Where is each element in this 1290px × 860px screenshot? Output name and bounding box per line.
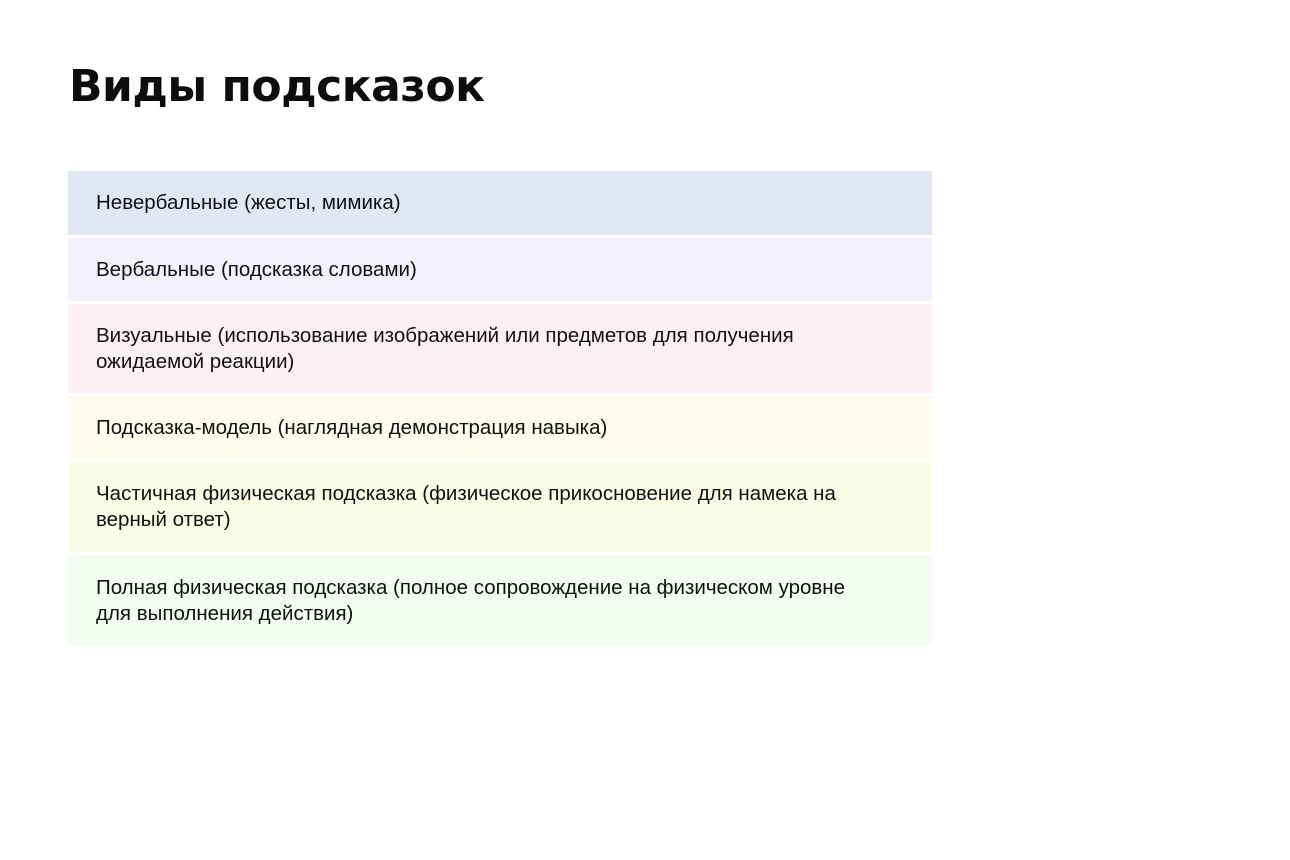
hint-item-label: Визуальные (использование изображений или предметов для получения ожидаемой реакции) bbox=[96, 323, 794, 373]
hint-item-model bbox=[68, 396, 932, 459]
hint-item-verbal bbox=[68, 238, 932, 301]
hint-item-visual bbox=[68, 304, 932, 393]
hint-item-partial-physical bbox=[68, 462, 932, 552]
hint-item-label: Частичная физическая подсказка (физическое прикосновение для намека на верный ответ) bbox=[96, 482, 836, 531]
hint-item-label: Подсказка-модель (наглядная демонстрация навыка) bbox=[96, 415, 608, 439]
hint-item-label: Полная физическая подсказка (полное сопровождение на физическом уровне для выполнения действия) bbox=[96, 575, 846, 625]
hint-item-full-physical bbox=[68, 555, 932, 646]
hint-types-list bbox=[68, 171, 932, 646]
hint-item-label: Вербальные (подсказка словами) bbox=[96, 257, 417, 281]
page-title: Виды подсказок bbox=[69, 61, 485, 112]
hint-item-nonverbal bbox=[68, 171, 932, 235]
hint-item-label: Невербальные (жесты, мимика) bbox=[96, 191, 401, 214]
